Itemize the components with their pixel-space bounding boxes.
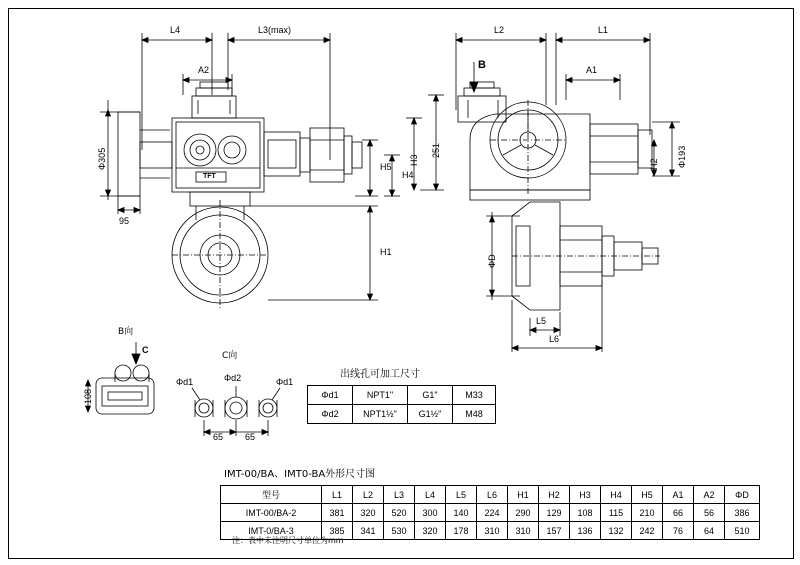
col-h4: H4: [601, 486, 632, 504]
cell-value: 136: [570, 522, 601, 540]
cell-value: 178: [446, 522, 477, 540]
cell-value: 530: [384, 522, 415, 540]
col-l6: L6: [477, 486, 508, 504]
col-l2: L2: [353, 486, 384, 504]
cell-model: IMT-00/BA-2: [221, 504, 322, 522]
dim-label-l1: L1: [598, 25, 609, 35]
cell-value: 341: [353, 522, 384, 540]
cell-value: 224: [477, 504, 508, 522]
cell-value: 510: [725, 522, 760, 540]
col-h5: H5: [632, 486, 663, 504]
col-l1: L1: [322, 486, 353, 504]
cell-value: 64: [694, 522, 725, 540]
cell-value: 385: [322, 522, 353, 540]
cell-value: 129: [539, 504, 570, 522]
cell-value: 310: [508, 522, 539, 540]
hole-npt: NPT1½": [353, 405, 408, 424]
col-model: 型号: [221, 486, 322, 504]
cell-value: 300: [415, 504, 446, 522]
table-header-row: [221, 486, 760, 504]
col-l5: L5: [446, 486, 477, 504]
dim-label-phi193: Φ193: [677, 145, 687, 168]
table-note: 注：表中未注明尺寸单位为mm: [232, 536, 344, 545]
cell-value: 76: [663, 522, 694, 540]
dim-label-d1-left: Φd1: [176, 377, 194, 387]
cell-value: 386: [725, 504, 760, 522]
dim-label-h4: H4: [402, 170, 414, 180]
dim-label-95: 95: [119, 216, 130, 226]
cell-value: 157: [539, 522, 570, 540]
dim-label-phid: ΦD: [487, 254, 497, 268]
hole-g: G1": [408, 386, 453, 405]
dim-label-l5: L5: [536, 316, 547, 326]
cell-value: 108: [570, 504, 601, 522]
table-row: [221, 504, 760, 522]
dim-label-d1-right: Φd1: [276, 377, 294, 387]
holes-table: [307, 385, 496, 424]
dim-label-h2: H2: [649, 158, 659, 170]
hole-m: M33: [453, 386, 496, 405]
dim-label-h3: H3: [409, 154, 419, 166]
cell-value: 320: [415, 522, 446, 540]
dimension-table: [220, 485, 760, 540]
dim-label-65-right: 65: [245, 432, 256, 442]
dim-label-a2: A2: [198, 65, 210, 75]
cell-value: 210: [632, 504, 663, 522]
dim-label-h1: H1: [380, 247, 392, 257]
hole-symbol: Φd1: [308, 386, 353, 405]
cell-value: 381: [322, 504, 353, 522]
col-a1: A1: [663, 486, 694, 504]
col-l3: L3: [384, 486, 415, 504]
table-row: [308, 405, 496, 424]
dim-label-108: 108: [83, 388, 93, 404]
cell-value: 290: [508, 504, 539, 522]
dim-label-l3: L3(max): [258, 25, 292, 35]
cell-value: 310: [477, 522, 508, 540]
col-h1: H1: [508, 486, 539, 504]
cell-value: 140: [446, 504, 477, 522]
view-c-title: C向: [222, 351, 238, 361]
dim-label-h5: H5: [380, 162, 392, 172]
dim-label-d2: Φd2: [224, 373, 242, 383]
cell-value: 520: [384, 504, 415, 522]
col-h2: H2: [539, 486, 570, 504]
dim-label-l6: L6: [549, 334, 560, 344]
dim-label-251: 251: [431, 142, 441, 158]
cell-value: 320: [353, 504, 384, 522]
cell-value: 66: [663, 504, 694, 522]
cell-value: 132: [601, 522, 632, 540]
view-c-arrow-label: C: [142, 345, 149, 355]
hole-g: G1½": [408, 405, 453, 424]
col-a2: A2: [694, 486, 725, 504]
cell-value: 242: [632, 522, 663, 540]
hole-m: M48: [453, 405, 496, 424]
cell-value: 115: [601, 504, 632, 522]
holes-table-title: 出线孔可加工尺寸: [340, 369, 420, 380]
dim-label-phi305: Φ305: [97, 147, 107, 170]
cell-model: IMT-0/BA-3: [221, 522, 322, 540]
col-phid: ΦD: [725, 486, 760, 504]
hole-npt: NPT1": [353, 386, 408, 405]
view-arrow-b-label: B: [478, 59, 486, 71]
drawing-title: IMT-00/BA、IMT0-BA外形尺寸图: [224, 469, 376, 480]
dim-label-l4: L4: [170, 25, 181, 35]
hole-symbol: Φd2: [308, 405, 353, 424]
cell-value: 56: [694, 504, 725, 522]
view-b-title: B向: [118, 327, 134, 337]
brand-label: TFT: [203, 173, 216, 180]
dim-label-a1: A1: [586, 65, 598, 75]
table-row: [308, 386, 496, 405]
col-h3: H3: [570, 486, 601, 504]
dim-label-l2: L2: [494, 25, 505, 35]
col-l4: L4: [415, 486, 446, 504]
dim-label-65-left: 65: [213, 432, 224, 442]
